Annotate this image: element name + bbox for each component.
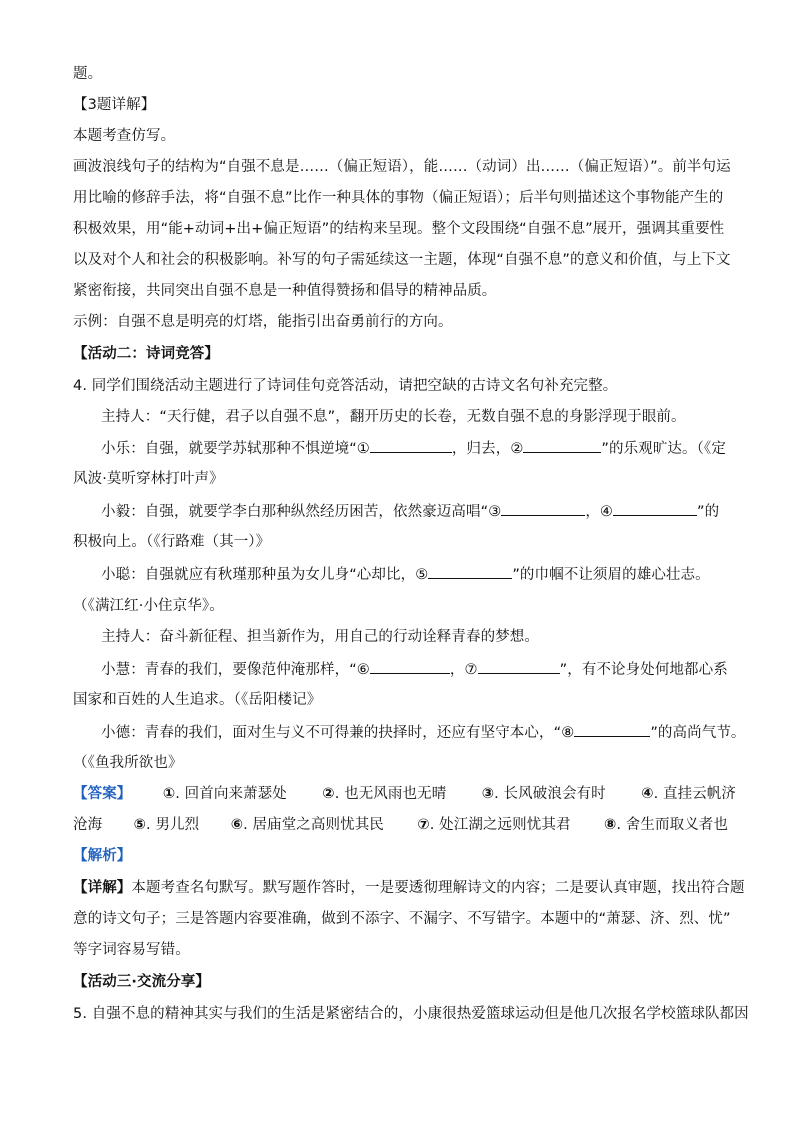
answer-label: 【答案】	[73, 786, 132, 802]
answer-row-1	[73, 784, 736, 804]
host-line-2: 主持人：奋斗新征程、担当新作为，用自己的行动诠释青春的梦想。	[101, 629, 539, 645]
host-line: 主持人：“天行健，君子以自强不息”，翻开历史的长卷，无数自强不息的身影浮现于眼前。	[101, 409, 686, 425]
text-line: 以及对个人和社会的积极影响。补写的句子需延续这一主题，体现“自强不息”的意义和价值，与上下文	[73, 252, 731, 268]
text-segment: 小德：青春的我们，面对生与义不可得兼的抉择时，还应有坚守本心，“⑧	[101, 725, 575, 741]
blank-5[interactable]	[428, 564, 512, 579]
question-5: 5. 自强不息的精神其实与我们的生活是紧密结合的，小康很热爱篮球运动但是他几次报名学校篮球队都因	[73, 1006, 749, 1022]
section-heading: 【3题详解】	[73, 97, 156, 113]
answer-number: ⑧	[604, 817, 617, 833]
blank-2[interactable]	[523, 438, 601, 453]
blank-1[interactable]	[370, 438, 452, 453]
answer-text: . 长风破浪会有时	[494, 786, 606, 802]
answer-text: . 男儿烈	[146, 817, 200, 833]
blank-6[interactable]	[370, 659, 450, 674]
example-line: 示例：自强不息是明亮的灯塔，能指引出奋勇前行的方向。	[73, 314, 453, 330]
answer-text: . 也无风雨也无晴	[334, 786, 447, 802]
answer-text: . 直挂云帆济	[653, 786, 737, 802]
text-segment: ”的乐观旷达。（《定	[601, 441, 726, 457]
text-segment: 本题考查名句默写。默写题作答时，一是要透彻理解诗文的内容；二是要认真审题，找出符合题	[131, 880, 745, 896]
answer-number: ⑦	[417, 817, 430, 833]
text-line: （《鱼我所欲也》	[73, 755, 183, 771]
text-line: （《满江红·小住京华》。	[73, 598, 224, 614]
text-segment: ”的巾帼不让须眉的雄心壮志。	[512, 567, 710, 583]
answer-number: ④	[641, 786, 654, 802]
text-line: 国家和百姓的人生追求。（《岳阳楼记》	[73, 692, 322, 708]
question-4: 4. 同学们围绕活动主题进行了诗词佳句竞答活动，请把空缺的古诗文名句补充完整。	[73, 378, 618, 394]
xiaoyi-line	[101, 501, 719, 522]
answer-text: . 处江湖之远则忧其君	[429, 817, 571, 833]
blank-4[interactable]	[613, 501, 697, 516]
xiaohui-line	[101, 659, 728, 680]
answer-number: ⑤	[133, 817, 147, 833]
text-segment: ”的高尚气节。	[650, 725, 746, 741]
text-segment: 小慧：青春的我们，要像范仲淹那样，“⑥	[101, 662, 370, 678]
answer-number: ⑥	[230, 817, 244, 833]
analysis-label: 【解析】	[73, 848, 132, 864]
activity-two-heading: 【活动二：诗词竞答】	[73, 346, 219, 362]
analysis-line	[73, 878, 745, 898]
xiaode-line	[101, 722, 746, 743]
answer-number: ③	[481, 786, 495, 802]
blank-8[interactable]	[574, 722, 650, 737]
text-line: 紧密衔接，共同突出自强不息是一种值得赞扬和倡导的精神品质。	[73, 283, 497, 299]
detail-label: 【详解】	[73, 880, 132, 896]
blank-7[interactable]	[478, 659, 560, 674]
text-line: 题。	[73, 66, 103, 82]
text-line: 意的诗文句子；三是答题内容要准确，做到不添字、不漏字、不写错字。本题中的“萧瑟、济、烈、忧”	[73, 911, 731, 927]
text-line: 画波浪线句子的结构为“自强不息是……（偏正短语），能……（动词）出……（偏正短语）”。前半句运	[73, 159, 731, 175]
activity-three-heading: 【活动三·交流分享】	[73, 974, 211, 990]
text-line: 积极向上。（《行路难（其一）》	[73, 534, 271, 550]
answer-text: . 舍生而取义者也	[616, 817, 729, 833]
text-segment: 小乐：自强，就要学苏轼那种不惧逆境“①	[101, 441, 370, 457]
blank-3[interactable]	[501, 501, 585, 516]
answer-number: ①	[162, 786, 176, 802]
text-line: 积极效果，用“能+动词+出+偏正短语”的结构来呈现。整个文段围绕“自强不息”展开，强调其重要性	[73, 221, 725, 237]
text-line: 用比喻的修辞手法，将“自强不息”比作一种具体的事物（偏正短语）；后半句则描述这个事物能产生的	[73, 190, 724, 206]
text-line: 本题考查仿写。	[73, 128, 176, 144]
text-segment: ”的	[697, 504, 720, 520]
xiaocong-line	[101, 564, 710, 585]
text-segment: ，④	[585, 504, 614, 520]
text-line: 风波·莫听穿林打叶声》	[73, 471, 224, 487]
answer-text: 沧海	[73, 817, 103, 833]
text-line: 等字词容易写错。	[73, 942, 190, 958]
answer-text: . 居庙堂之高则忧其民	[243, 817, 384, 833]
answer-text: . 回首向来萧瑟处	[175, 786, 287, 802]
text-segment: 小毅：自强，就要学李白那种纵然经历困苦，依然豪迈高唱“③	[101, 504, 502, 520]
xiaole-line	[101, 438, 726, 459]
text-segment: ，归去，②	[451, 441, 524, 457]
text-segment: ”，有不论身处何地都心系	[559, 662, 728, 678]
answer-number: ②	[322, 786, 335, 802]
text-segment: 小聪：自强就应有秋瑾那种虽为女儿身“心却比，⑤	[101, 567, 429, 583]
text-segment: ，⑦	[449, 662, 478, 678]
answer-row-2	[73, 815, 728, 835]
